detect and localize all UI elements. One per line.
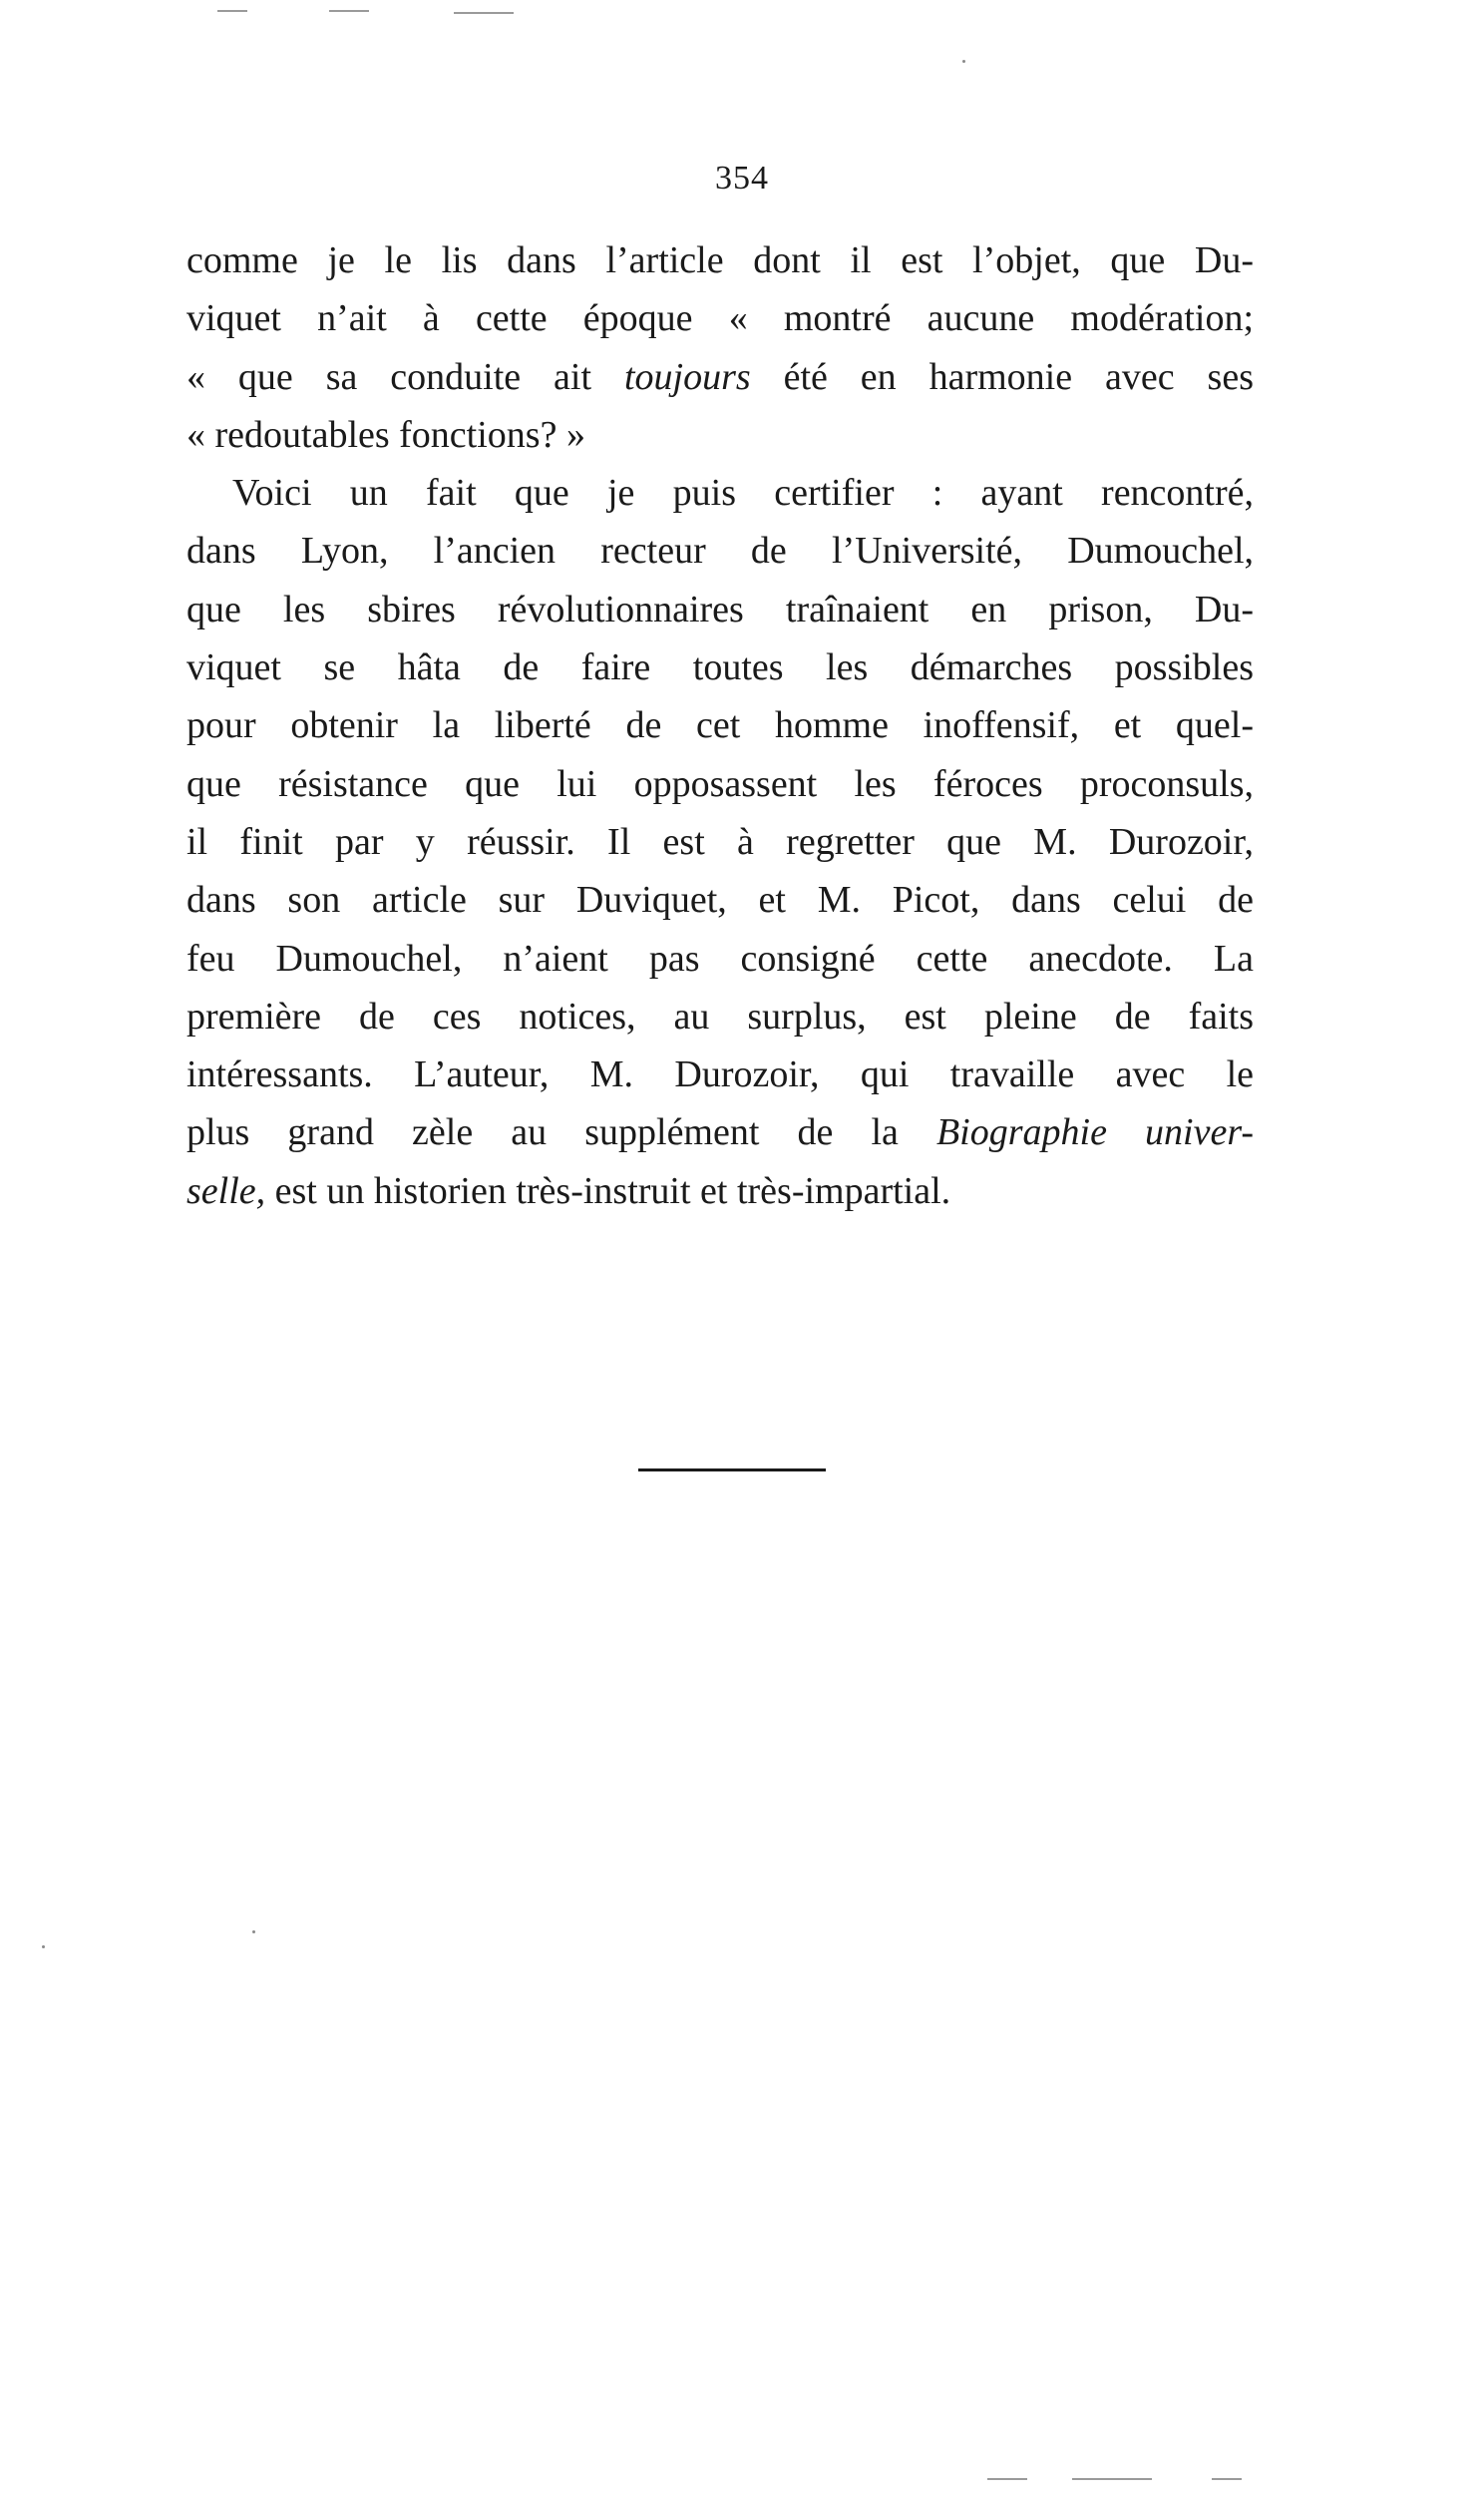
text-line (186, 871, 1254, 929)
text-segment: comme je le lis dans l’article dont il est l’objet, que Du- (186, 239, 1254, 281)
text-segment: dans Lyon, l’ancien recteur de l’Université, Dumouchel, (186, 530, 1254, 573)
text-line (186, 696, 1254, 754)
scan-artifact-dot-2 (42, 1945, 45, 1948)
text-segment: feu Dumouchel, n’aient pas consigné cette anecdote. La (186, 937, 1254, 980)
scan-artifact-bottom-3 (1212, 2478, 1242, 2480)
text-line (186, 930, 1254, 988)
italic-text: selle, (186, 1169, 266, 1212)
scan-artifact-dot-1 (962, 60, 965, 63)
text-segment: viquet n’ait à cette époque « montré aucune modération; (186, 297, 1254, 340)
body-paragraphs (186, 231, 1254, 1220)
text-line (186, 348, 1254, 406)
text-segment: Voici un fait que je puis certifier : ayant rencontré, (232, 472, 1254, 515)
scan-artifact-bottom-1 (987, 2478, 1027, 2480)
scan-artifact-top-2 (329, 10, 369, 12)
text-line (186, 813, 1254, 871)
text-segment: « que sa conduite ait (186, 355, 624, 398)
text-line (186, 406, 1254, 464)
text-segment: que les sbires révolutionnaires traînaient en prison, Du- (186, 588, 1254, 630)
text-line (186, 1045, 1254, 1103)
section-end-rule (638, 1468, 826, 1471)
text-segment: plus grand zèle au supplément de la (186, 1111, 936, 1154)
text-line (186, 581, 1254, 638)
text-line (186, 1103, 1254, 1161)
text-line (186, 755, 1254, 813)
text-line (186, 638, 1254, 696)
text-line (186, 231, 1254, 289)
scan-artifact-top-3 (454, 12, 514, 14)
italic-text: Biographie univer- (935, 1111, 1255, 1154)
scan-artifact-top-1 (217, 10, 247, 12)
text-segment: intéressants. L’auteur, M. Durozoir, qui travaille avec le (186, 1053, 1254, 1096)
text-segment: viquet se hâta de faire toutes les démarches possibles (186, 646, 1254, 689)
italic-text: toujours (623, 355, 751, 398)
text-segment: été en harmonie avec ses (750, 355, 1254, 398)
page-number: 354 (715, 160, 769, 197)
text-line (186, 464, 1254, 522)
text-line (186, 289, 1254, 347)
text-segment: il finit par y réussir. Il est à regretter que M. Durozoir, (186, 820, 1254, 863)
text-segment: « redoutables fonctions? » (186, 413, 585, 456)
text-segment: pour obtenir la liberté de cet homme inoffensif, et quel- (186, 704, 1254, 747)
text-segment: dans son article sur Duviquet, et M. Picot, dans celui de (186, 879, 1254, 922)
text-segment: première de ces notices, au surplus, est pleine de faits (186, 995, 1254, 1038)
text-line (186, 988, 1254, 1045)
text-line (186, 522, 1254, 580)
text-segment: que résistance que lui opposassent les féroces proconsuls, (186, 762, 1254, 805)
scan-artifact-bottom-2 (1072, 2478, 1152, 2480)
scan-artifact-dot-3 (252, 1930, 255, 1933)
text-segment: est un historien très-instruit et très-impartial. (265, 1169, 951, 1212)
text-line (186, 1162, 1254, 1220)
